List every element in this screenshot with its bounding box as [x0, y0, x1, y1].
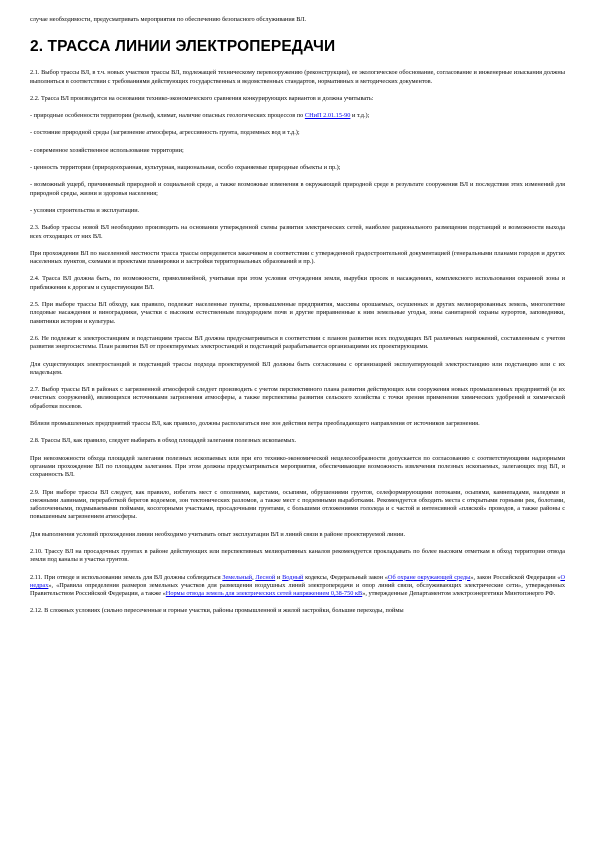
- bullet-environment-state: - состояние природной среды (загрязнение атмосферы, агрессивность грунта, подземных вод и т.д.);: [30, 129, 300, 137]
- subsoil-law-link[interactable]: О недрах: [30, 573, 565, 589]
- land-allocation-norms-link[interactable]: Нормы отвода земель для электрических сетей напряжением 0,38-750 кВ: [165, 590, 363, 598]
- paragraph-2-5: 2.5. При выборе трассы ВЛ обходу, как правило, подлежат населенные пункты, промышленные предприятия, массивы орошаемых, осушенных и других мелиорированных земель, многолетние плодовые насаждения и виноградники, участки с высоким естественным плодородием почв и другие приравненные к ним земельные угодья, зоны санитарной охраны курортов, заповедники, памятники истории и культуры.: [30, 301, 565, 325]
- paragraph-2-6: 2.6. Не подлежат к электростанциям и подстанциям трассы ВЛ должна предусматриваться в соответствии с планом развития всех подходящих ВЛ различных напряжений, составленным с учетом развития энергосистемы. План развития ВЛ от проектируемых электростанций и подстанций разрабатывается организациями их проектирующими.: [30, 334, 565, 351]
- paragraph-2-8: 2.8. Трассы ВЛ, как правило, следует выбирать в обход площадей залегания полезных ископаемых.: [30, 437, 297, 445]
- paragraph-populated-area: При прохождении ВЛ по населенной местности трасса трассы определяется заказчиком в соответствии с утвержденной градостроительной документацией (генеральными планами городов и других населенных пунктов, схемами и проектами планировки и застройки территориальных образований и пр.).: [30, 249, 565, 266]
- paragraph-text: 2.11. При отводе и использовании земель для ВЛ должны соблюдаться: [30, 573, 223, 581]
- paragraph-2-10: 2.10. Трассу ВЛ на просадочных грунтах в районе действующих или перспективных мелиоративных каналов рекомендуется прокладывать по более высоким отметкам в обход территории отвода земли под каналы и участка грунтов.: [30, 547, 565, 564]
- paragraph-2-2: 2.2. Трасса ВЛ производится на основании технико-экономического сравнения конкурирующих вариантов и должна учитывать:: [30, 94, 374, 102]
- paragraph-text: », закон Российской Федерации «: [470, 573, 561, 581]
- water-code-link[interactable]: Водный: [282, 573, 304, 581]
- paragraph-text: ,: [252, 573, 256, 581]
- paragraph-2-9: 2.9. При выборе трассы ВЛ следует, как правило, избегать мест с оползнями, карстами, осыпями, обрушениями грунтов, селеформирующими потоками, осыпями, камнепадами, наледями и снежными лавинами, переработкой берегов водоемов, зон тектонических разломов, а также мест с подземными выработками. Рекомендуется обходить места с открытыми горными рек, болотами, заболоченными, подмываемыми поймами, косогорными участками, просадочными грунтами, с большими отложениями гололеда и с частой и интенсивной «пляской» проводов, а также районы с повышенным загрязнением атмосферы.: [30, 488, 565, 521]
- paragraph-2-4: 2.4. Трасса ВЛ должна быть, по возможности, прямолинейной, учитывая при этом условия отчуждения земли, вырубки просек в насаждениях, комплексного использования охранной зоны и приближения к дорогам и существующим ВЛ.: [30, 275, 565, 291]
- bullet-text: и т.д.);: [350, 112, 370, 120]
- paragraph-industrial-proximity: Вблизи промышленных предприятий трассы ВЛ, как правило, должны располагаться вне зон действия ветра преобладающего направления от источников загрязнения.: [30, 420, 480, 428]
- paragraph-existing-substations: Для существующих электростанций и подстанций трассы подхода проектируемой ВЛ должны быть согласованы с организацией эксплуатирующей электростанцию или подстанцию или с их владельцем.: [30, 360, 565, 376]
- paragraph-2-3: 2.3. Выбор трассы новой ВЛ необходимо производить на основании утвержденной схемы развития электрических сетей, наиболее рационального размещения подстанций и возможности выхода всех отходящих от них ВЛ.: [30, 224, 565, 240]
- bullet-land-use: - современное хозяйственное использование территории;: [30, 146, 184, 154]
- land-code-link[interactable]: Земельный: [222, 573, 253, 581]
- bullet-text: - природные особенности территории (рельеф, климат, наличие опасных геологических процессов по: [30, 112, 305, 120]
- paragraph-text: », утвержденные Департаментом электроэнергетики Минтопэнерго РФ.: [362, 590, 556, 598]
- paragraph-2-7: 2.7. Выбор трассы ВЛ в районах с загрязненной атмосферой следует производить с учетом перспективного плана развития действующих или сооружения новых промышленных предприятий (и их очистных сооружений), являющихся источниками загрязнения атмосферы, а также перспективы развития сельского хозяйства с точки зрения применения химических удобрений и химической обработки посевов.: [30, 386, 565, 410]
- paragraph-text: », «Правила определения размеров земельных участков для размещения воздушных линий электропередачи и опор линий связи, обслуживающих электрические сети», утвержденных Правительством Российской Федерации, а также «: [30, 581, 565, 598]
- bullet-damage: - возможный ущерб, причиняемый природной и социальной среде, а также возможные изменения в окружающей природной среде в результате сооружения ВЛ и последствия этих изменений для природной среды, жизни и здоровья населения;: [30, 181, 565, 197]
- environment-law-link[interactable]: Об охране окружающей среды: [387, 573, 471, 581]
- paragraph-experience: Для выполнения условий прохождения линии необходимо учитывать опыт эксплуатации ВЛ и линий связи в районе проектируемой линии.: [30, 530, 406, 538]
- paragraph-2-1: 2.1. Выбор трассы ВЛ, в т.ч. новых участков трассы ВЛ, подлежащей техническому перевооружению (реконструкции), ее экологическое обоснование, согласование и инженерные изыскания должны выполняться в соответствии с требованиями действующих государственных и ведомственных стандартов, нормативных и методических документов.: [30, 69, 565, 85]
- bullet-natural-features: [30, 112, 565, 120]
- intro-text: случае необходимости, предусматривать мероприятия по обеспечению безопасного обслуживания ВЛ.: [30, 16, 307, 23]
- paragraph-2-12: 2.12. В сложных условиях (сильно пересеченные и горные участки, районы промышленной и жилой застройки, большие переходы, поймы: [30, 607, 404, 615]
- forest-code-link[interactable]: Лесной: [255, 573, 276, 581]
- bullet-territory-value: - ценность территории (природоохранная, культурная, национальная, особо охраняемые природные объекты и пр.);: [30, 164, 341, 172]
- snip-link[interactable]: СНиП 2.01.15-90: [304, 112, 351, 120]
- paragraph-2-11: [30, 574, 565, 599]
- bullet-conditions: - условия строительства и эксплуатации.: [30, 206, 140, 214]
- section-heading: 2. ТРАССА ЛИНИИ ЭЛЕКТРОПЕРЕДАЧИ: [30, 38, 336, 56]
- paragraph-text: и: [275, 573, 283, 581]
- paragraph-minerals: При невозможности обхода площадей залегания полезных ископаемых или при его технико-экономической нецелесообразности допускается по согласованию с соответствующими надзорными органами прохождение ВЛ по площадям залегания. При этом должны предусматриваться мероприятия, обеспечивающие возможность извлечения полезных ископаемых, залегающих под ВЛ, и сохранность ВЛ.: [30, 454, 565, 479]
- paragraph-text: кодексы, Федеральный закон «: [303, 573, 388, 581]
